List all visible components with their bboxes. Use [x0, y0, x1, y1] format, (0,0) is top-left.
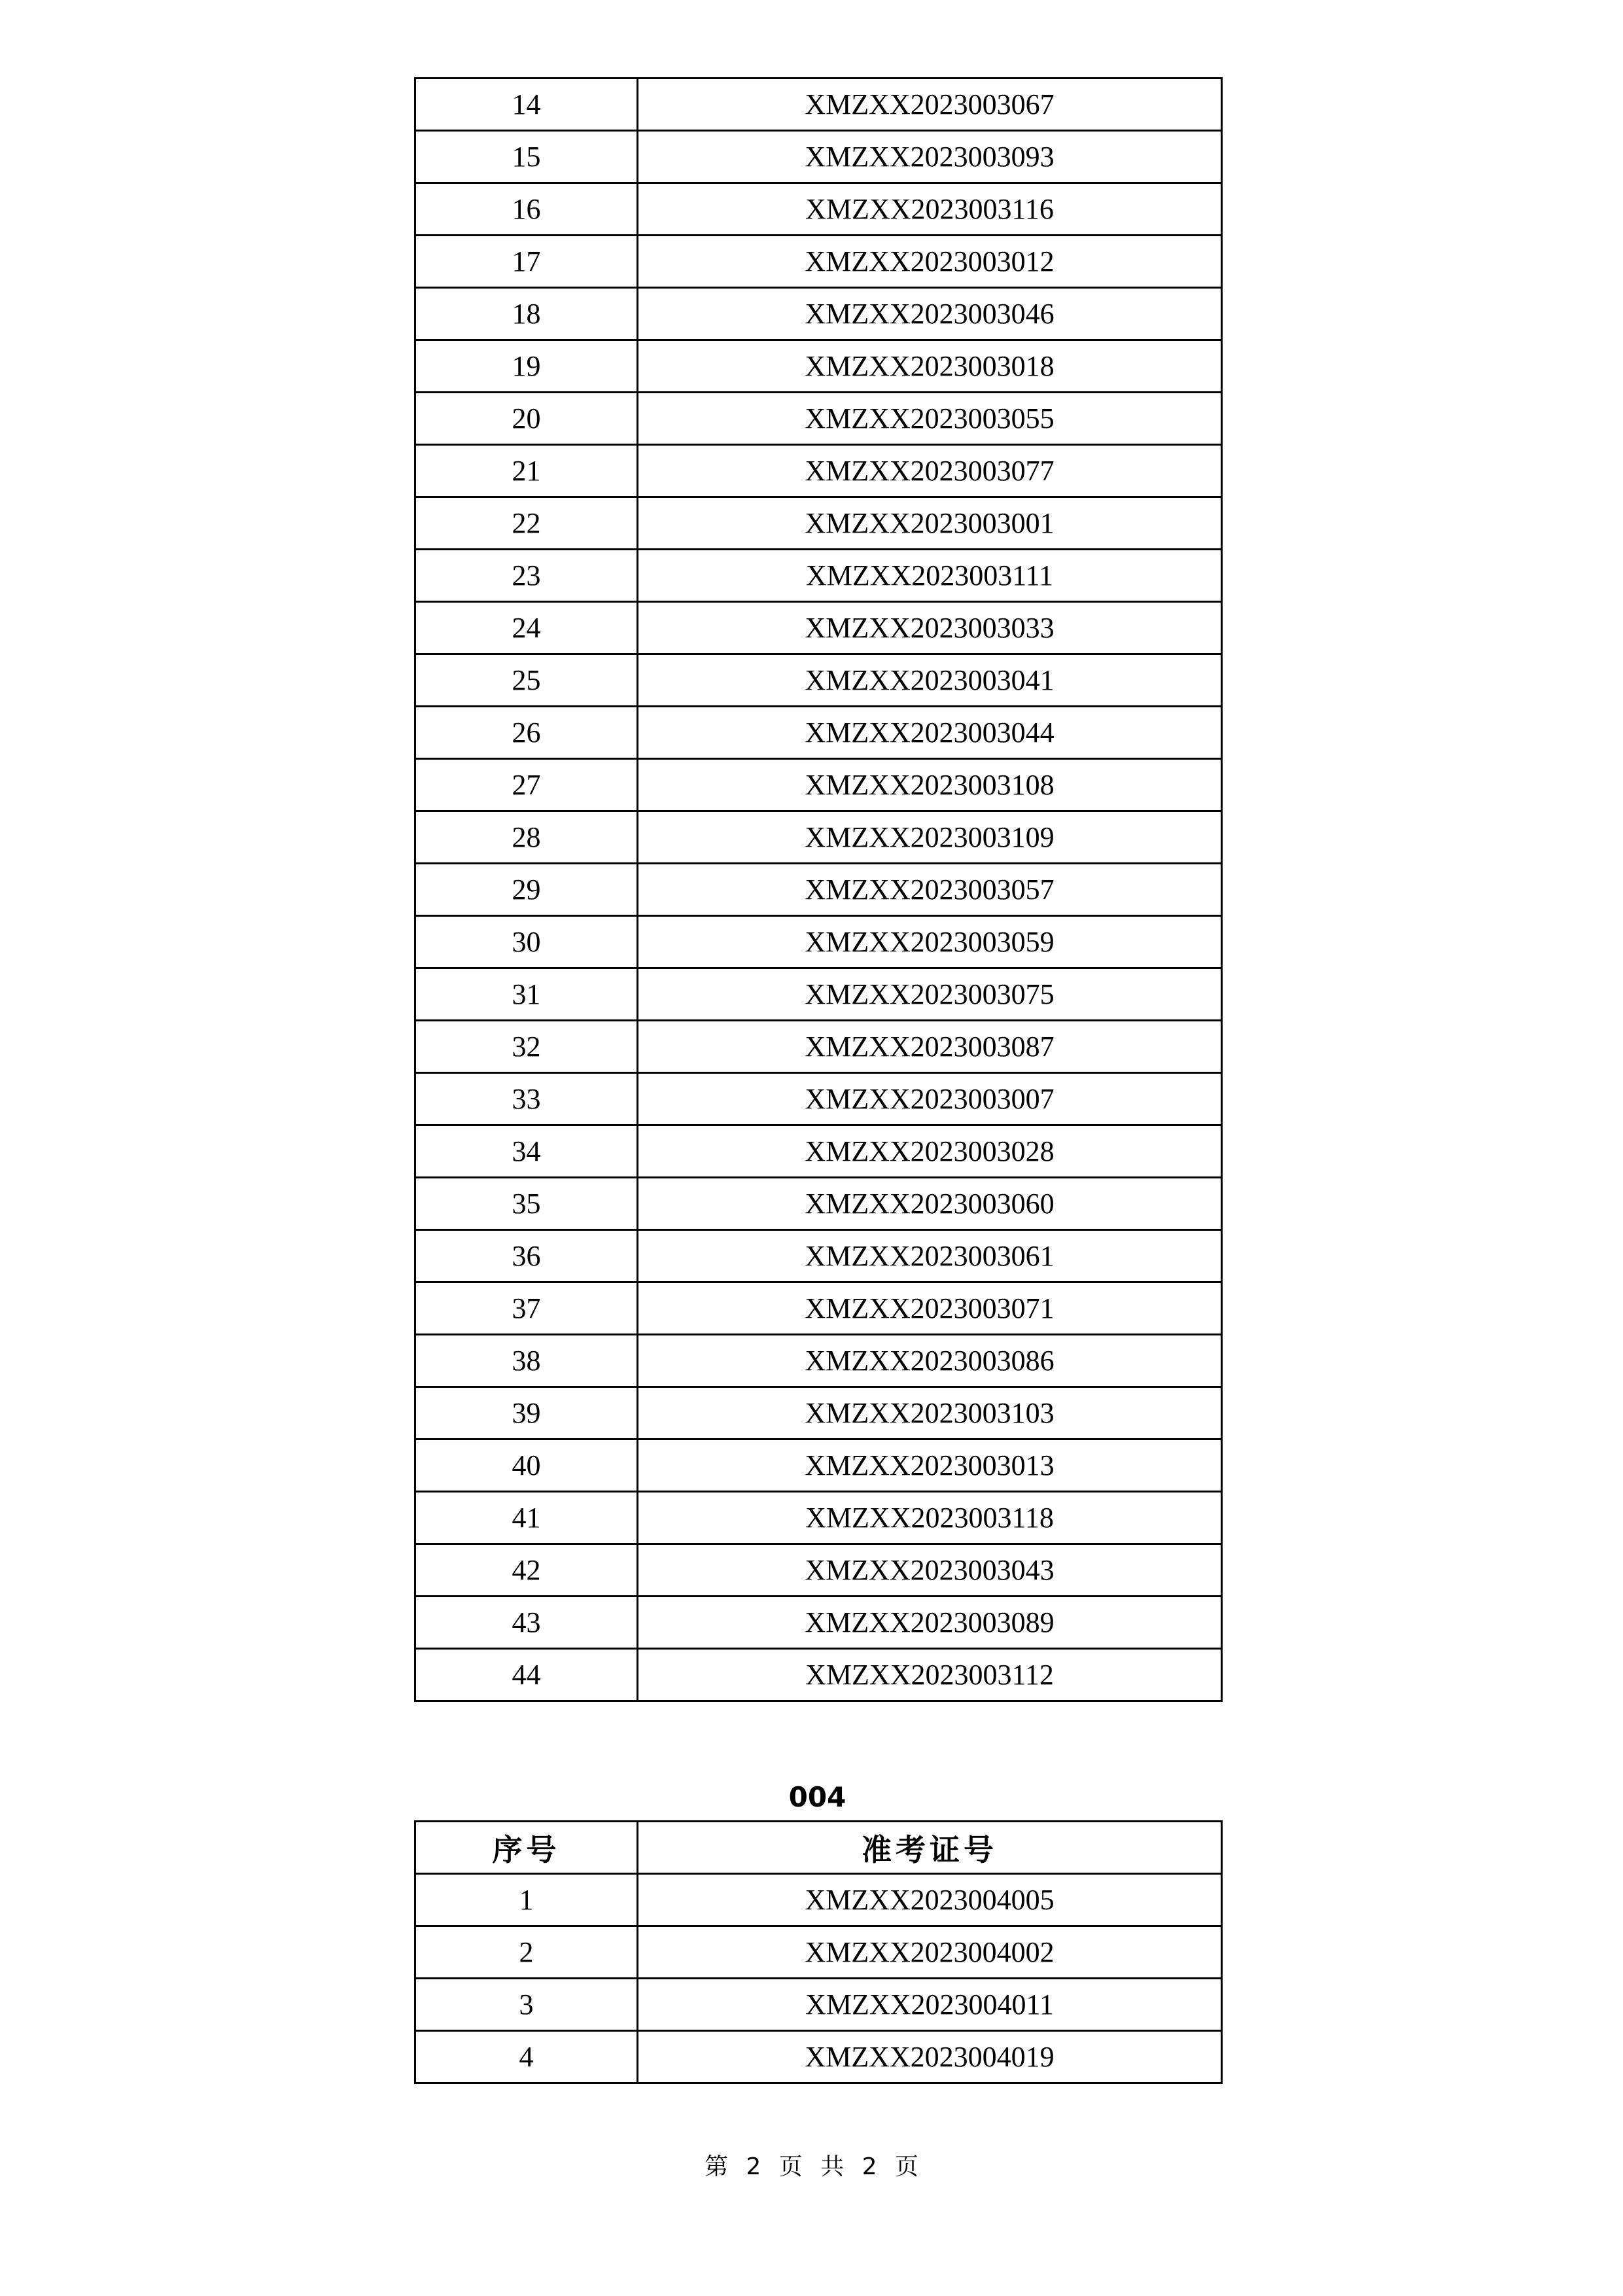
ticket-number-cell: XMZXX2023003041: [638, 654, 1222, 707]
serial-number-cell: 35: [415, 1178, 638, 1230]
table-row: [415, 916, 1222, 968]
serial-number-cell: 4: [415, 2031, 638, 2083]
serial-number-cell: 30: [415, 916, 638, 968]
ticket-number-cell: XMZXX2023003044: [638, 707, 1222, 759]
serial-number-cell: 18: [415, 288, 638, 340]
ticket-number-cell: XMZXX2023003118: [638, 1492, 1222, 1544]
serial-number-cell: 38: [415, 1335, 638, 1387]
table-row: [415, 707, 1222, 759]
exam-ticket-table-004: [414, 1820, 1223, 2084]
serial-number-cell: 41: [415, 1492, 638, 1544]
serial-number-cell: 3: [415, 1979, 638, 2031]
table-header: [415, 1822, 1222, 1874]
table-row: [415, 1125, 1222, 1178]
ticket-number-cell: XMZXX2023004019: [638, 2031, 1222, 2083]
table-row: [415, 183, 1222, 236]
ticket-number-cell: XMZXX2023003075: [638, 968, 1222, 1021]
serial-number-cell: 34: [415, 1125, 638, 1178]
serial-number-cell: 36: [415, 1230, 638, 1282]
ticket-number-cell: XMZXX2023003067: [638, 79, 1222, 131]
table-row: [415, 1874, 1222, 1926]
table-row: [415, 1178, 1222, 1230]
exam-ticket-table-continued: [414, 77, 1223, 1702]
ticket-number-cell: XMZXX2023003059: [638, 916, 1222, 968]
table-row: [415, 497, 1222, 550]
ticket-number-cell: XMZXX2023003116: [638, 183, 1222, 236]
table-body: [415, 79, 1222, 1701]
ticket-number-cell: XMZXX2023003033: [638, 602, 1222, 654]
serial-number-cell: 26: [415, 707, 638, 759]
ticket-number-cell: XMZXX2023003061: [638, 1230, 1222, 1282]
serial-number-cell: 44: [415, 1649, 638, 1701]
ticket-number-cell: XMZXX2023003001: [638, 497, 1222, 550]
ticket-number-cell: XMZXX2023004011: [638, 1979, 1222, 2031]
table-row: [415, 131, 1222, 183]
header-ticket-number: 准考证号: [638, 1822, 1222, 1874]
table-row: [415, 1926, 1222, 1979]
table-row: [415, 393, 1222, 445]
serial-number-cell: 28: [415, 811, 638, 864]
page-footer: 第 2 页 共 2 页: [704, 2153, 919, 2180]
ticket-number-cell: XMZXX2023003057: [638, 864, 1222, 916]
table-row: [415, 1492, 1222, 1544]
serial-number-cell: 16: [415, 183, 638, 236]
table-row: [415, 1335, 1222, 1387]
table-body: [415, 1874, 1222, 2083]
table-row: [415, 1544, 1222, 1597]
table-row: [415, 1979, 1222, 2031]
serial-number-cell: 20: [415, 393, 638, 445]
table-row: [415, 1597, 1222, 1649]
ticket-number-cell: XMZXX2023003043: [638, 1544, 1222, 1597]
serial-number-cell: 32: [415, 1021, 638, 1073]
ticket-number-cell: XMZXX2023003111: [638, 550, 1222, 602]
table-row: [415, 2031, 1222, 2083]
serial-number-cell: 31: [415, 968, 638, 1021]
table-row: [415, 654, 1222, 707]
table-row: [415, 602, 1222, 654]
ticket-number-cell: XMZXX2023003012: [638, 236, 1222, 288]
ticket-number-cell: XMZXX2023003077: [638, 445, 1222, 497]
table-row: [415, 1387, 1222, 1439]
table-row: [415, 1073, 1222, 1125]
table-row: [415, 1649, 1222, 1701]
ticket-number-cell: XMZXX2023003071: [638, 1282, 1222, 1335]
serial-number-cell: 19: [415, 340, 638, 393]
header-serial-number: 序号: [415, 1822, 638, 1874]
ticket-number-cell: XMZXX2023003089: [638, 1597, 1222, 1649]
table-row: [415, 340, 1222, 393]
table-row: [415, 550, 1222, 602]
ticket-number-cell: XMZXX2023003087: [638, 1021, 1222, 1073]
header-row: [415, 1822, 1222, 1874]
ticket-number-cell: XMZXX2023003112: [638, 1649, 1222, 1701]
table-row: [415, 1230, 1222, 1282]
serial-number-cell: 29: [415, 864, 638, 916]
table-row: [415, 968, 1222, 1021]
table-row: [415, 864, 1222, 916]
serial-number-cell: 17: [415, 236, 638, 288]
table-row: [415, 79, 1222, 131]
serial-number-cell: 21: [415, 445, 638, 497]
serial-number-cell: 33: [415, 1073, 638, 1125]
serial-number-cell: 37: [415, 1282, 638, 1335]
ticket-number-cell: XMZXX2023003018: [638, 340, 1222, 393]
table-row: [415, 811, 1222, 864]
serial-number-cell: 39: [415, 1387, 638, 1439]
table-row: [415, 1021, 1222, 1073]
serial-number-cell: 14: [415, 79, 638, 131]
ticket-number-cell: XMZXX2023004005: [638, 1874, 1222, 1926]
ticket-number-cell: XMZXX2023003086: [638, 1335, 1222, 1387]
ticket-number-cell: XMZXX2023004002: [638, 1926, 1222, 1979]
serial-number-cell: 25: [415, 654, 638, 707]
table-row: [415, 236, 1222, 288]
serial-number-cell: 43: [415, 1597, 638, 1649]
ticket-number-cell: XMZXX2023003093: [638, 131, 1222, 183]
ticket-number-cell: XMZXX2023003055: [638, 393, 1222, 445]
ticket-number-cell: XMZXX2023003028: [638, 1125, 1222, 1178]
serial-number-cell: 42: [415, 1544, 638, 1597]
serial-number-cell: 22: [415, 497, 638, 550]
ticket-number-cell: XMZXX2023003013: [638, 1439, 1222, 1492]
table-row: [415, 1282, 1222, 1335]
ticket-number-cell: XMZXX2023003108: [638, 759, 1222, 811]
serial-number-cell: 27: [415, 759, 638, 811]
serial-number-cell: 40: [415, 1439, 638, 1492]
table-row: [415, 288, 1222, 340]
serial-number-cell: 15: [415, 131, 638, 183]
table-row: [415, 1439, 1222, 1492]
ticket-number-cell: XMZXX2023003109: [638, 811, 1222, 864]
ticket-number-cell: XMZXX2023003046: [638, 288, 1222, 340]
table-row: [415, 445, 1222, 497]
serial-number-cell: 23: [415, 550, 638, 602]
ticket-number-cell: XMZXX2023003103: [638, 1387, 1222, 1439]
serial-number-cell: 1: [415, 1874, 638, 1926]
serial-number-cell: 2: [415, 1926, 638, 1979]
ticket-number-cell: XMZXX2023003060: [638, 1178, 1222, 1230]
section-label: 004: [788, 1781, 846, 1813]
table-row: [415, 759, 1222, 811]
serial-number-cell: 24: [415, 602, 638, 654]
ticket-number-cell: XMZXX2023003007: [638, 1073, 1222, 1125]
